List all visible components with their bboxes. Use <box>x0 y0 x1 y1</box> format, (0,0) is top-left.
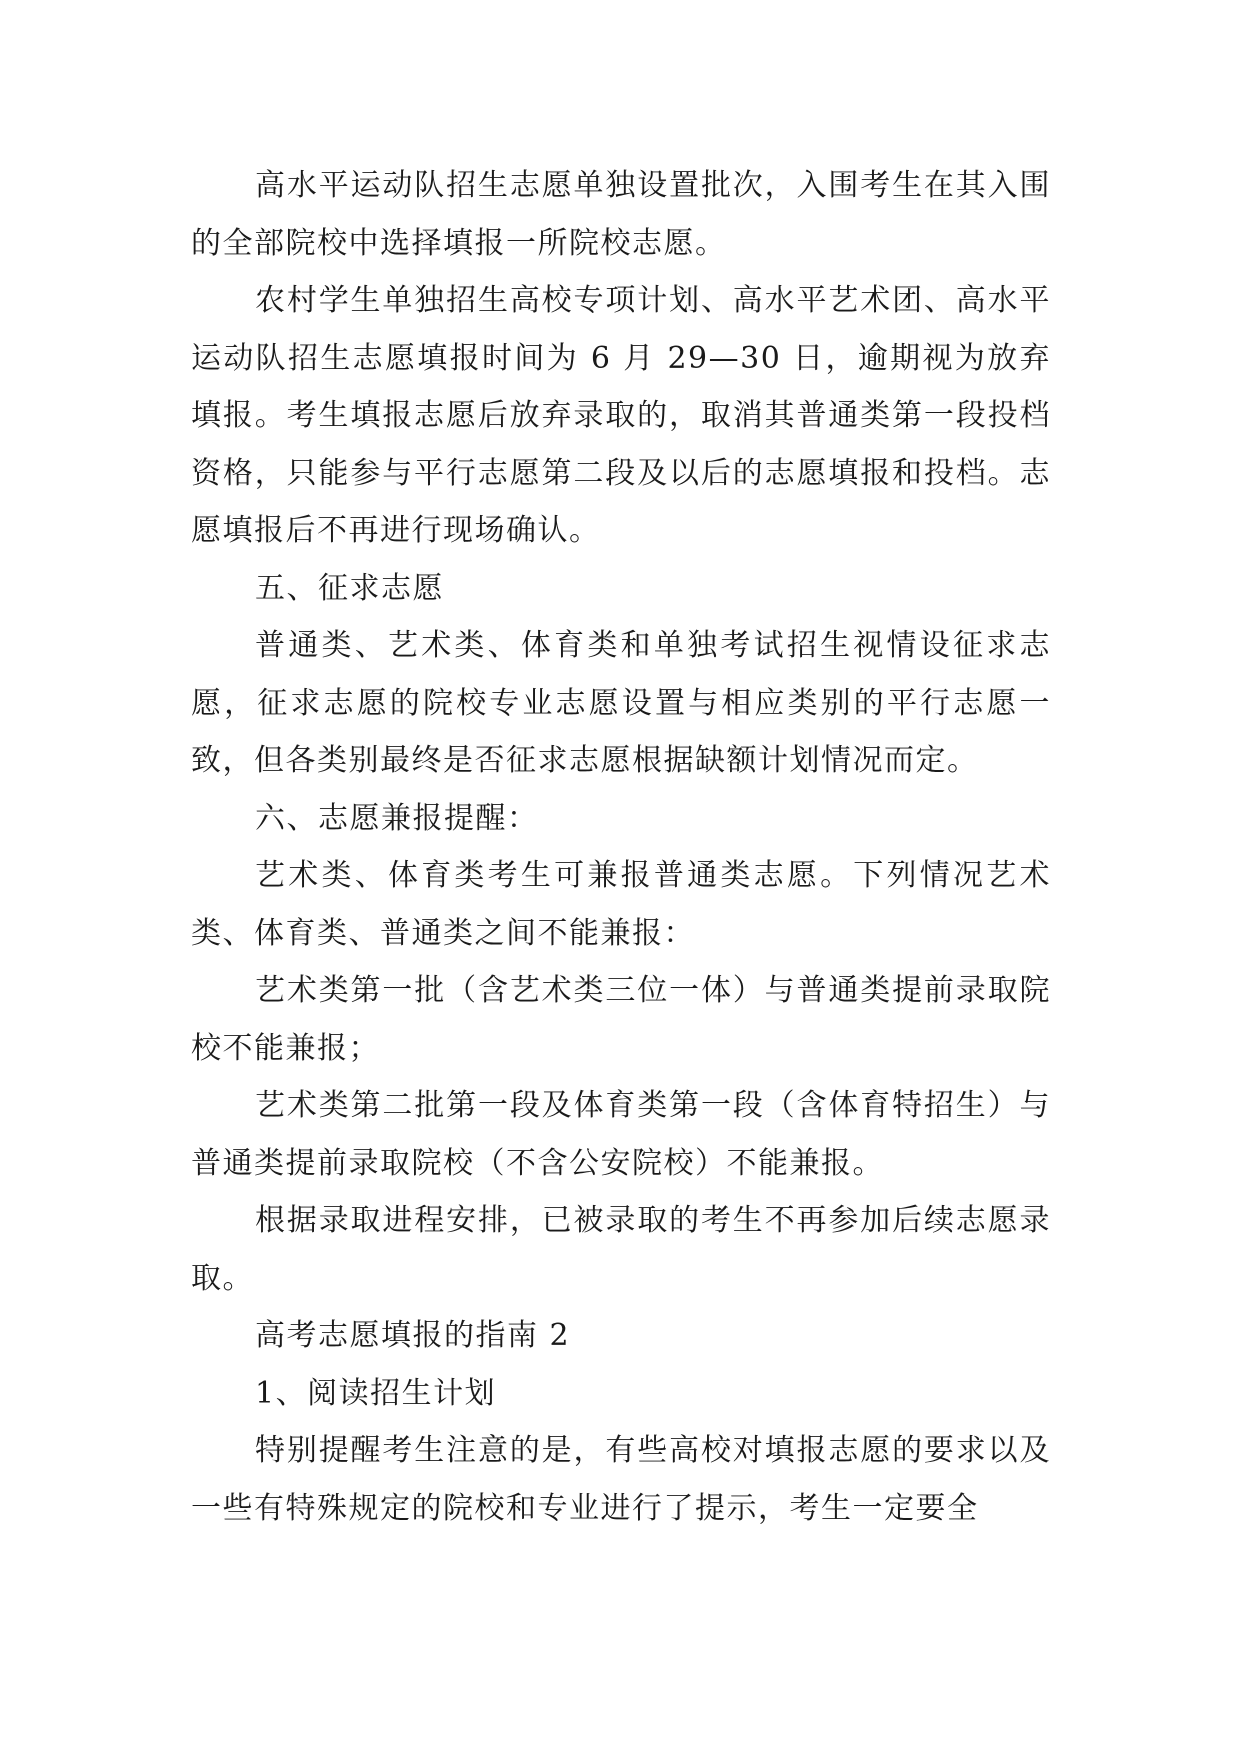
paragraph-high-level-sports-team: 高水平运动队招生志愿单独设置批次，入围考生在其入围的全部院校中选择填报一所院校志愿。 <box>191 168 1051 261</box>
paragraph-solicit-volunteer: 普通类、艺术类、体育类和单独考试招生视情设征求志愿，征求志愿的院校专业志愿设置与相应类别的平行志愿一致，但各类别最终是否征求志愿根据缺额计划情况而定。 <box>191 628 1051 778</box>
paragraph-special-plan-deadline: 农村学生单独招生高校专项计划、高水平艺术团、高水平运动队招生志愿填报时间为 6 月 29—30 日，逾期视为放弃填报。考生填报志愿后放弃录取的，取消其普通类第一段投档资格，只能参与平行志愿第二段及以后的志愿填报和投档。志愿填报后不再进行现场确认。 <box>191 283 1051 548</box>
paragraph-art-second-batch: 艺术类第二批第一段及体育类第一段（含体育特招生）与普通类提前录取院校（不含公安院校）不能兼报。 <box>191 1088 1051 1181</box>
paragraph-admission-progress: 根据录取进程安排，已被录取的考生不再参加后续志愿录取。 <box>191 1203 1051 1296</box>
section-heading-guide-2: 高考志愿填报的指南 2 <box>255 1318 571 1353</box>
paragraph-art-first-batch: 艺术类第一批（含艺术类三位一体）与普通类提前录取院校不能兼报； <box>191 973 1051 1066</box>
section-heading-solicit-volunteer: 五、征求志愿 <box>255 570 444 606</box>
paragraph-concurrent-rules: 艺术类、体育类考生可兼报普通类志愿。下列情况艺术类、体育类、普通类之间不能兼报： <box>191 858 1051 951</box>
section-heading-concurrent-application: 六、志愿兼报提醒： <box>255 800 539 836</box>
document-body <box>191 157 1051 1537</box>
subheading-read-enrollment-plan: 1、阅读招生计划 <box>255 1375 497 1411</box>
paragraph-special-reminder: 特别提醒考生注意的是，有些高校对填报志愿的要求以及一些有特殊规定的院校和专业进行了提示，考生一定要全 <box>191 1433 1051 1526</box>
